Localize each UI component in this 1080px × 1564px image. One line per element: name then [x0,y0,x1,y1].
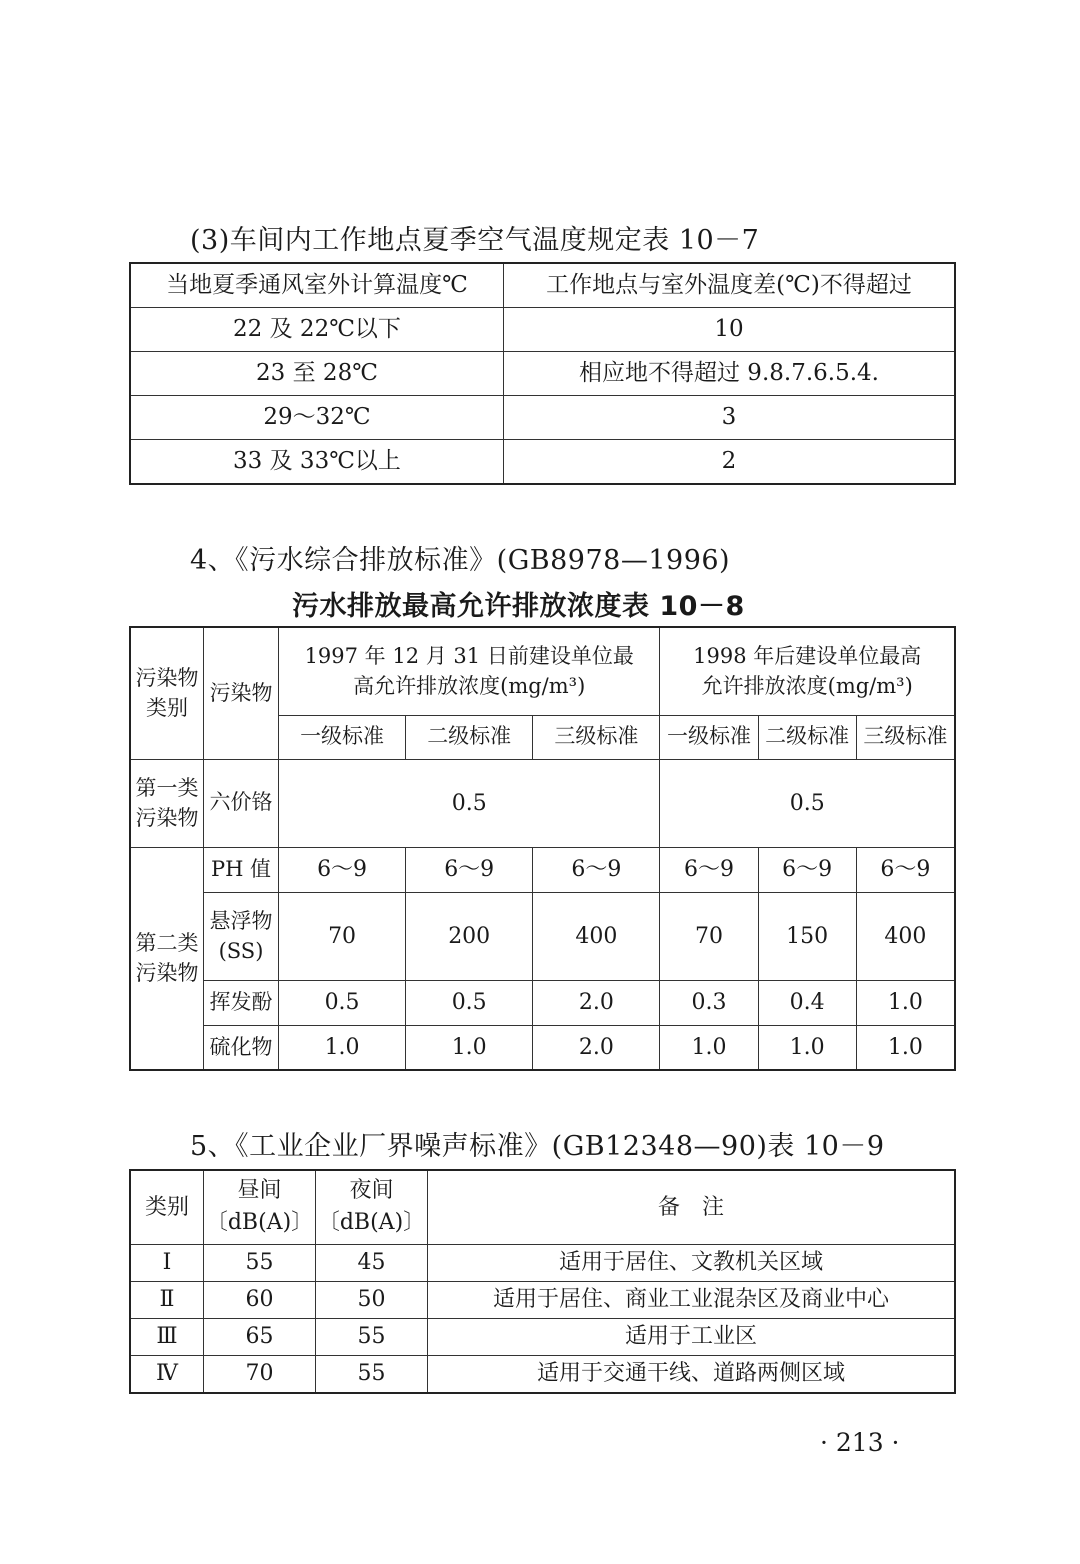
header-cell-pollutant: 污染物 [204,627,279,759]
cell: 55 [204,1244,316,1281]
cell: 适用于交通干线、道路两侧区域 [428,1355,956,1393]
cell: 70 [204,1355,316,1393]
cell: 3 [504,396,956,440]
table-row [130,1318,955,1355]
table-10-7 [129,262,956,485]
header-cell: 工作地点与室外温度差(℃)不得超过 [504,263,956,308]
cell: 1.0 [406,1025,533,1070]
table-10-8-title: 污水排放最高允许排放浓度表 10－8 [292,591,745,622]
cell: 0.5 [279,980,406,1025]
cell: 60 [204,1281,316,1318]
table-row-class1 [130,759,955,847]
header-cell-level: 三级标准 [856,715,955,759]
cell: 0.5 [660,759,955,847]
cell: 1.0 [856,980,955,1025]
table-header-row [130,627,955,715]
header-cell-level: 一级标准 [660,715,758,759]
header-cell-group-1998: 1998 年后建设单位最高 允许排放浓度(mg/m³) [660,627,955,715]
cell: 22 及 22℃以下 [130,308,504,352]
table-10-7-title: (3)车间内工作地点夏季空气温度规定表 10－7 [190,225,760,256]
table-row [130,1025,955,1070]
cell: 1.0 [279,1025,406,1070]
cell: 6～9 [533,847,660,892]
cell: 400 [856,892,955,980]
table-row [130,980,955,1025]
section-4-title: 4、《污水综合排放标准》(GB8978—1996) [190,545,731,576]
table-row [130,1281,955,1318]
header-cell-night: 夜间 〔dB(A)〕 [316,1170,428,1244]
cell: 0.5 [279,759,660,847]
table-header-row [130,1170,955,1244]
header-cell-category: 类别 [130,1170,204,1244]
cell: 0.3 [660,980,758,1025]
header-cell-level: 二级标准 [758,715,856,759]
cell: 2.0 [533,980,660,1025]
table-row [130,1355,955,1393]
table-row [130,396,955,440]
pollutant-cell: PH 值 [204,847,279,892]
cell: 2 [504,440,956,485]
page-number: · 213 · [820,1428,900,1457]
cell: 29～32℃ [130,396,504,440]
header-cell-category: 污染物 类别 [130,627,204,759]
cell: 400 [533,892,660,980]
table-10-9 [129,1169,956,1394]
header-cell-day: 昼间 〔dB(A)〕 [204,1170,316,1244]
cell: Ⅱ [130,1281,204,1318]
cell: 6～9 [660,847,758,892]
table-10-8 [129,626,956,1071]
cell: 6～9 [856,847,955,892]
header-cell-level: 三级标准 [533,715,660,759]
header-cell-group-1997: 1997 年 12 月 31 日前建设单位最 高允许排放浓度(mg/m³) [279,627,660,715]
cell: 1.0 [660,1025,758,1070]
cell: 200 [406,892,533,980]
cell: 55 [316,1318,428,1355]
header-cell-level: 一级标准 [279,715,406,759]
cell: 6～9 [279,847,406,892]
cell: 适用于居住、商业工业混杂区及商业中心 [428,1281,956,1318]
cell: 相应地不得超过 9.8.7.6.5.4. [504,352,956,396]
cell: 23 至 28℃ [130,352,504,396]
cell: 1.0 [856,1025,955,1070]
table-row [130,440,955,485]
cell: 70 [660,892,758,980]
cell: 适用于居住、文教机关区域 [428,1244,956,1281]
header-cell-remarks: 备 注 [428,1170,956,1244]
cell: 65 [204,1318,316,1355]
cell: 33 及 33℃以上 [130,440,504,485]
table-row [130,892,955,980]
cell: 150 [758,892,856,980]
cell: 6～9 [758,847,856,892]
cell: Ⅰ [130,1244,204,1281]
table-row [130,308,955,352]
cell: 70 [279,892,406,980]
header-cell-level: 二级标准 [406,715,533,759]
cell: 50 [316,1281,428,1318]
pollutant-cell: 六价铬 [204,759,279,847]
class-label: 第二类 污染物 [130,847,204,1070]
cell: 1.0 [758,1025,856,1070]
cell: Ⅲ [130,1318,204,1355]
cell: 0.5 [406,980,533,1025]
pollutant-cell: 悬浮物 (SS) [204,892,279,980]
table-row [130,1244,955,1281]
cell: 2.0 [533,1025,660,1070]
table-row [130,847,955,892]
cell: 适用于工业区 [428,1318,956,1355]
class-label: 第一类 污染物 [130,759,204,847]
cell: 10 [504,308,956,352]
cell: Ⅳ [130,1355,204,1393]
pollutant-cell: 挥发酚 [204,980,279,1025]
cell: 6～9 [406,847,533,892]
table-10-9-title: 5、《工业企业厂界噪声标准》(GB12348—90)表 10－9 [190,1131,885,1162]
cell: 55 [316,1355,428,1393]
header-cell: 当地夏季通风室外计算温度℃ [130,263,504,308]
cell: 45 [316,1244,428,1281]
table-row [130,352,955,396]
table-header-row [130,263,955,308]
cell: 0.4 [758,980,856,1025]
pollutant-cell: 硫化物 [204,1025,279,1070]
